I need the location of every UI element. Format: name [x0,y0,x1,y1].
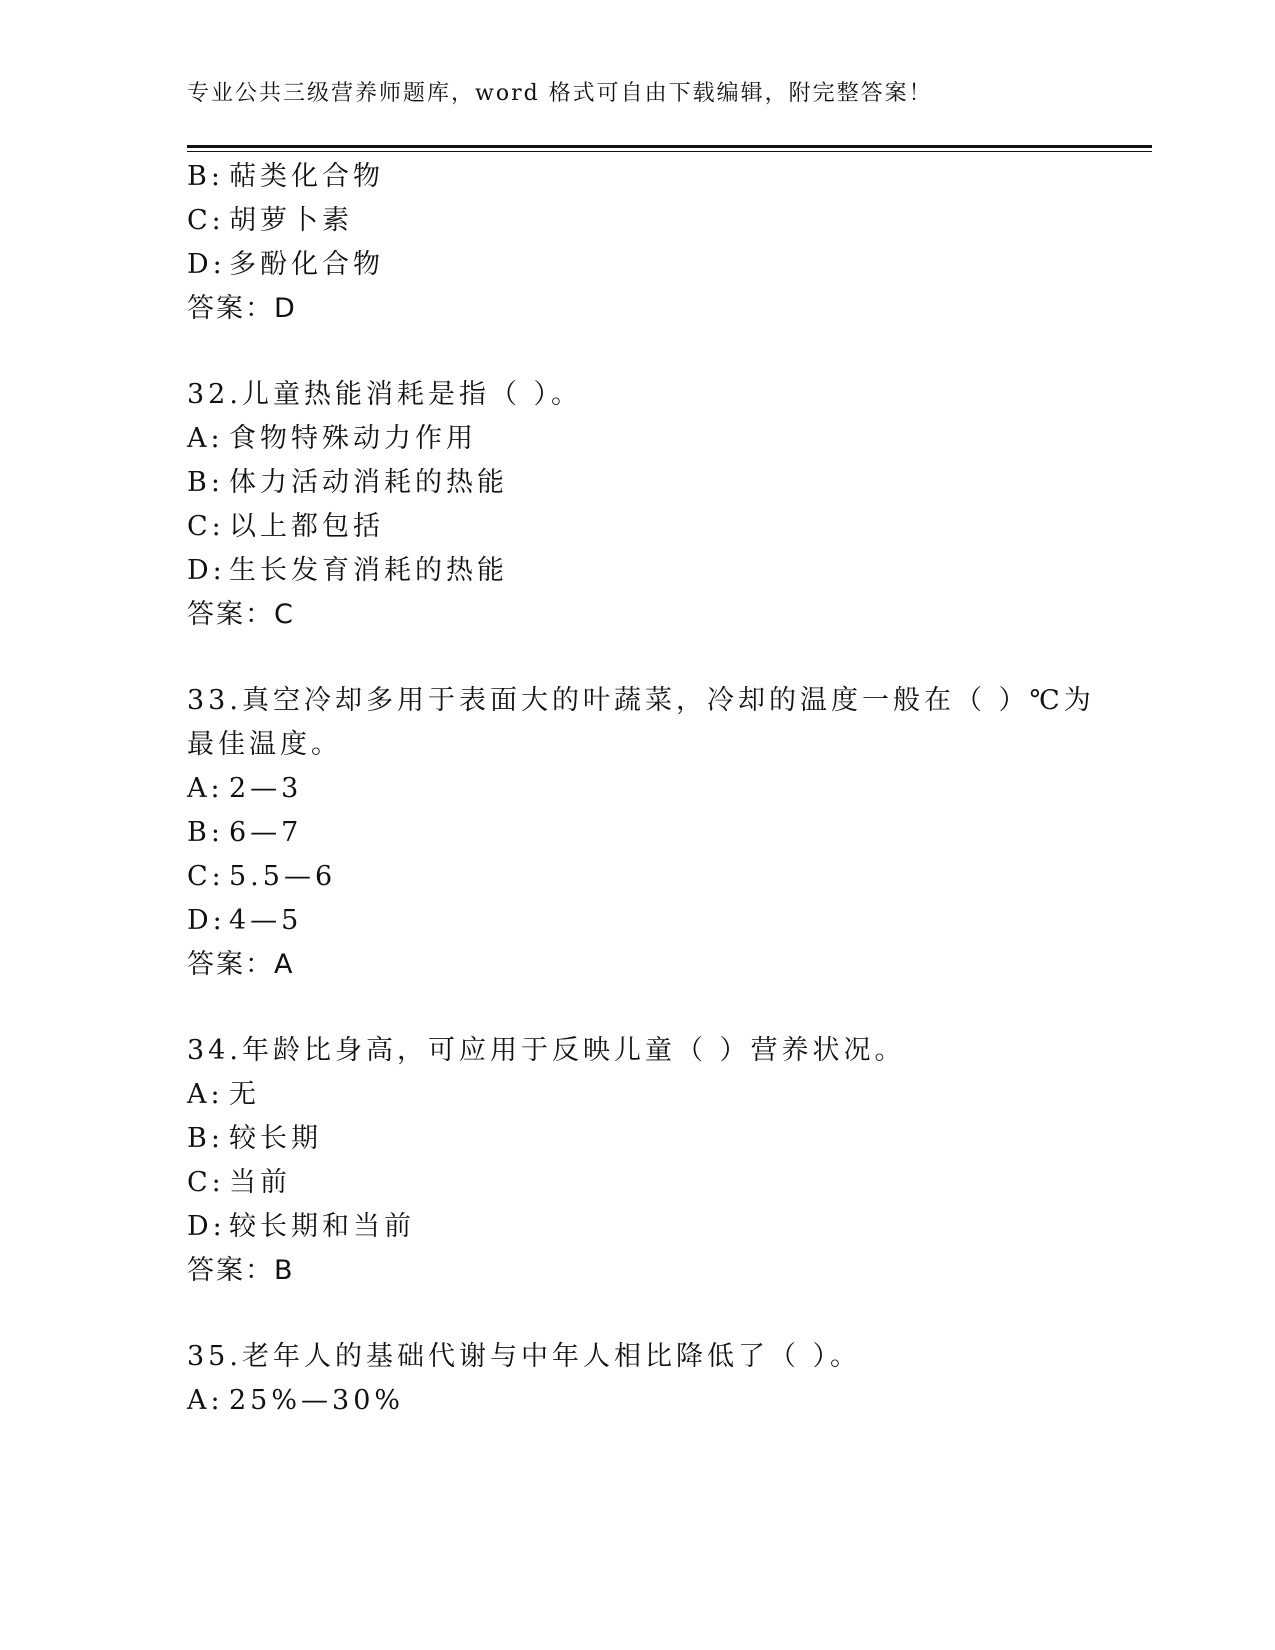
option-letter: A: [187,1385,224,1416]
option-text: 体力活动消耗的热能 [229,467,508,498]
option-letter: D: [187,905,226,936]
option-letter: C: [187,1167,225,1198]
option-text: 多酚化合物 [229,249,384,280]
option-line [187,510,384,544]
option-letter: C: [187,205,225,236]
option-line [187,422,477,456]
question-line: 35.老年人的基础代谢与中年人相比降低了（ ）。 [187,1341,862,1372]
option-text: 较长期和当前 [229,1211,415,1242]
answer-line: 答案：D [187,293,297,324]
option-line [187,816,302,850]
option-text: 以上都包括 [229,511,384,542]
option-letter: C: [187,511,225,542]
option-line [187,1078,260,1112]
option-text: 5.5—6 [229,861,337,892]
option-text: 较长期 [229,1123,322,1154]
option-line [187,466,508,500]
question-line: 33.真空冷却多用于表面大的叶蔬菜，冷却的温度一般在（ ）℃为 [187,685,1095,716]
option-text: 25%—30% [229,1385,405,1416]
option-line [187,248,384,282]
page-header: 专业公共三级营养师题库，word 格式可自由下载编辑，附完整答案！ [187,81,933,106]
option-text: 6—7 [229,817,303,848]
answer-line: 答案：C [187,599,295,630]
option-letter: B: [187,467,224,498]
question-line: 34.年龄比身高，可应用于反映儿童（ ）营养状况。 [187,1035,906,1066]
header-rule-thick [187,145,1152,148]
header-rule-thin [187,151,1152,152]
option-text: 2—3 [229,773,303,804]
option-line [187,860,336,894]
option-letter: B: [187,161,224,192]
option-text: 生长发育消耗的热能 [229,555,508,586]
option-letter: A: [187,423,224,454]
option-text: 当前 [229,1167,291,1198]
option-text: 4—5 [229,905,303,936]
option-letter: C: [187,861,225,892]
option-line [187,1384,404,1418]
option-letter: D: [187,1211,226,1242]
option-text: 胡萝卜素 [229,205,353,236]
option-line [187,772,302,806]
option-letter: A: [187,1079,224,1110]
option-line [187,204,353,238]
option-text: 无 [229,1079,260,1110]
option-text: 萜类化合物 [229,161,384,192]
question-line: 32.儿童热能消耗是指（ ）。 [187,379,583,410]
answer-line: 答案：A [187,949,295,980]
option-line [187,1122,322,1156]
option-line [187,160,384,194]
option-letter: D: [187,249,226,280]
option-line [187,1166,291,1200]
option-text: 食物特殊动力作用 [229,423,477,454]
option-letter: A: [187,773,224,804]
option-letter: B: [187,817,224,848]
answer-line: 答案：B [187,1255,295,1286]
question-line: 最佳温度。 [187,729,342,760]
option-line [187,554,508,588]
option-line [187,904,302,938]
option-letter: B: [187,1123,224,1154]
option-letter: D: [187,555,226,586]
option-line [187,1210,415,1244]
